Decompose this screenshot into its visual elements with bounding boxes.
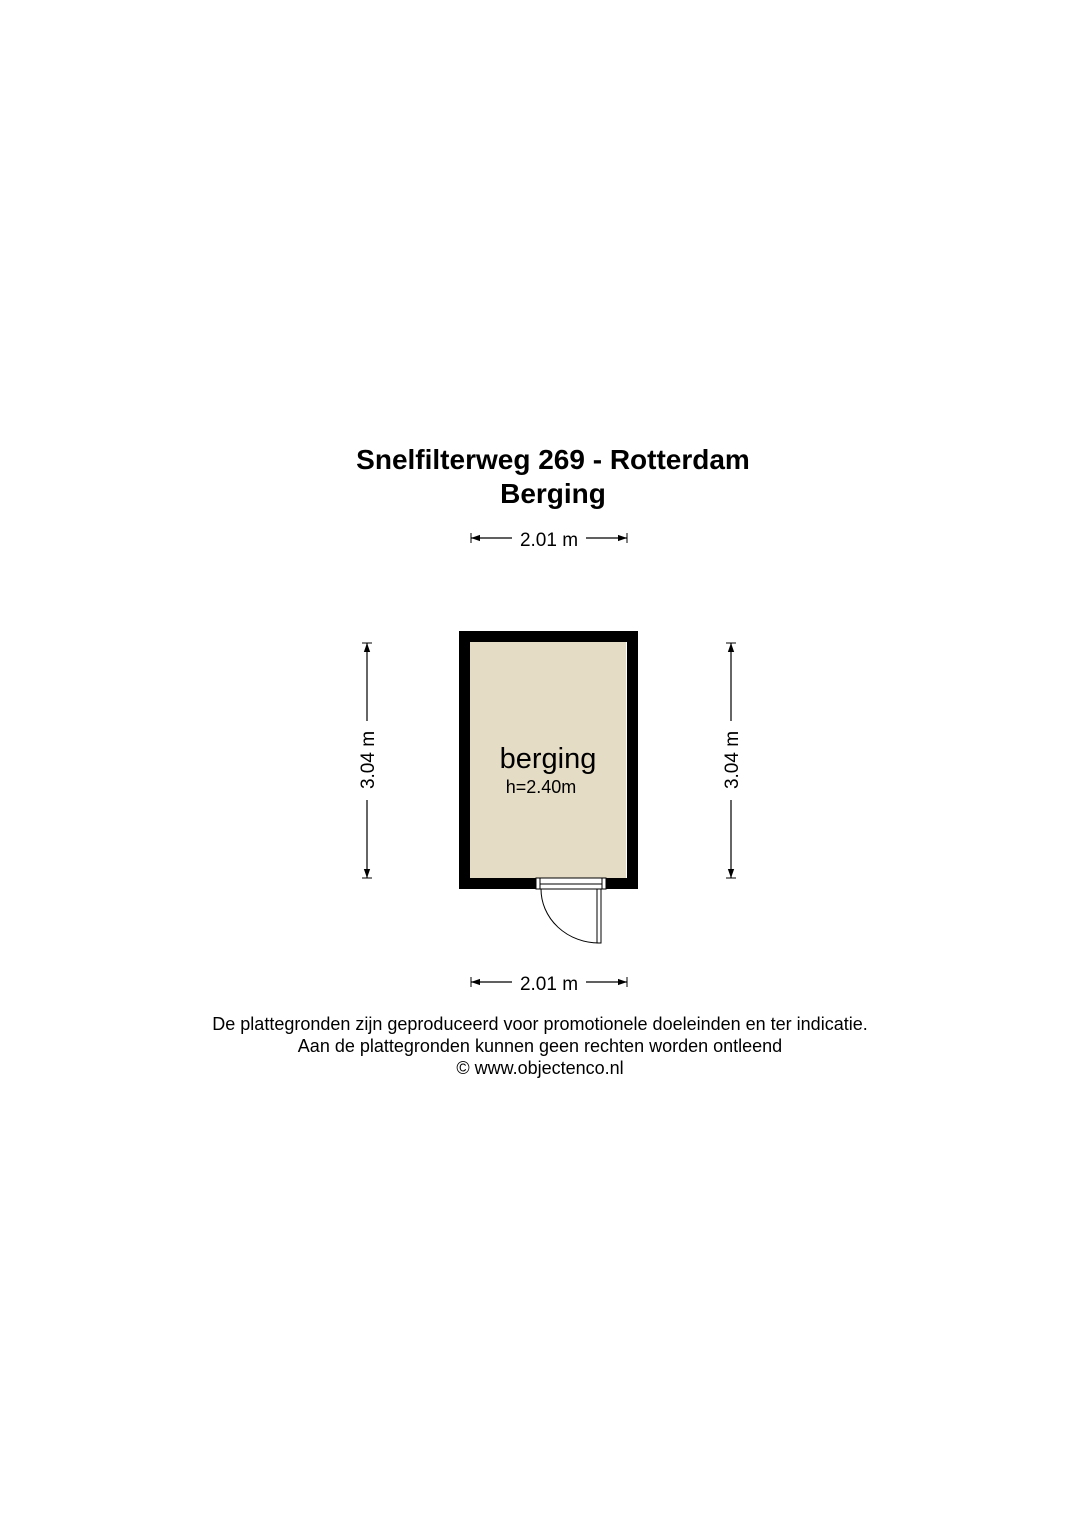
- bottom-width-dimension: [471, 974, 627, 995]
- wall-bottom-left: [459, 878, 536, 889]
- storage-room: [459, 631, 638, 943]
- plan-title-address: Snelfilterweg 269 - Rotterdam: [356, 444, 750, 475]
- disclaimer-line-1: De plattegronden zijn geproduceerd voor promotionele doeleinden en ter indicatie.: [212, 1014, 868, 1034]
- disclaimer-line-2: Aan de plattegronden kunnen geen rechten worden ontleend: [297, 1036, 783, 1056]
- left-depth-label: 3.04 m: [358, 730, 379, 790]
- top-width-label: 2.01 m: [519, 530, 579, 551]
- room-height-label: h=2.40m: [505, 777, 577, 797]
- door: [536, 878, 606, 943]
- bottom-width-label: 2.01 m: [519, 974, 579, 995]
- plan-title-floor: Berging: [500, 478, 606, 509]
- right-depth-label: 3.04 m: [722, 730, 743, 790]
- wall-bottom-right: [606, 878, 638, 889]
- room-name-label: berging: [499, 743, 597, 775]
- right-depth-dimension: [722, 643, 743, 878]
- wall-right: [627, 631, 638, 889]
- copyright-link: © www.objectenco.nl: [456, 1058, 624, 1078]
- wall-left: [459, 631, 470, 889]
- wall-top: [459, 631, 638, 642]
- door-swing-arc: [541, 889, 599, 943]
- door-leaf: [597, 889, 601, 943]
- top-width-dimension: [471, 530, 627, 551]
- left-depth-dimension: [358, 643, 379, 878]
